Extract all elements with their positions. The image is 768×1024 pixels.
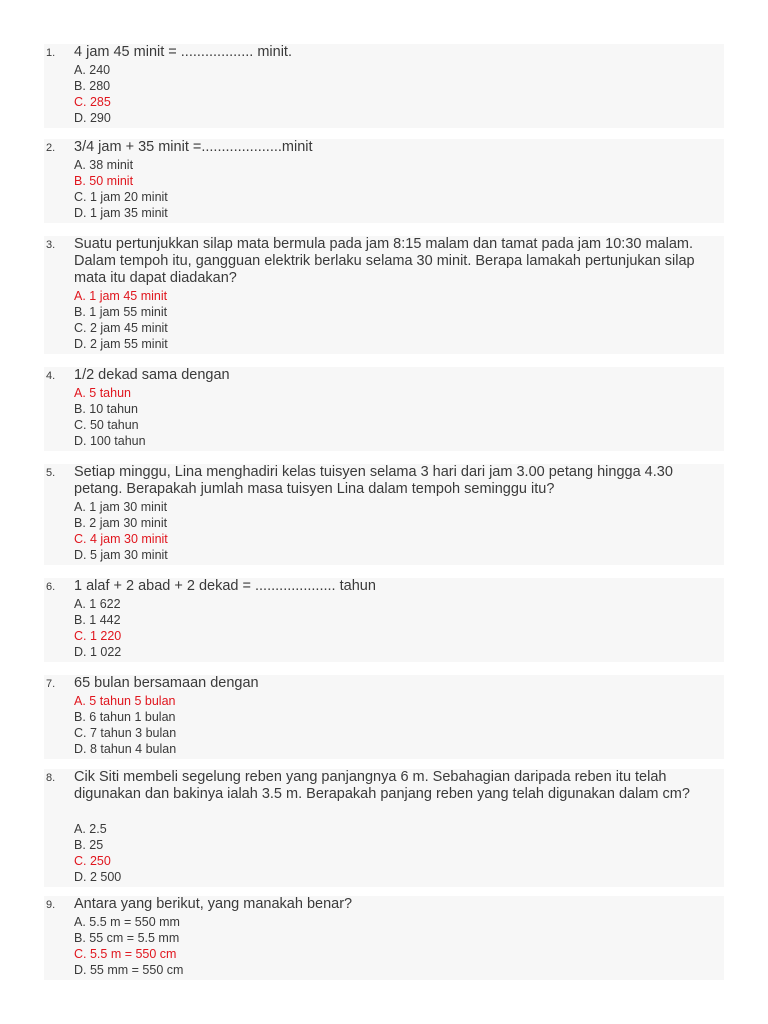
option-c: C. 1 jam 20 minit bbox=[74, 190, 168, 204]
question-8 bbox=[44, 769, 724, 887]
option-a: A. 1 jam 30 minit bbox=[74, 500, 168, 514]
question-number: 4. bbox=[46, 370, 56, 382]
option-c: C. 250 bbox=[74, 854, 111, 868]
question-5 bbox=[44, 464, 724, 565]
question-text: 4 jam 45 minit = .................. minit. bbox=[74, 44, 292, 60]
option-d: D. 1 jam 35 minit bbox=[74, 206, 168, 220]
option-d: D. 1 022 bbox=[74, 645, 122, 659]
option-d: D. 290 bbox=[74, 111, 111, 125]
question-1 bbox=[44, 44, 724, 128]
option-d: D. 5 jam 30 minit bbox=[74, 548, 168, 562]
option-list bbox=[74, 914, 183, 978]
question-number: 6. bbox=[46, 581, 56, 593]
option-d: D. 2 500 bbox=[74, 870, 122, 884]
question-text: 3/4 jam + 35 minit =....................minit bbox=[74, 139, 313, 155]
question-3 bbox=[44, 236, 724, 354]
question-4 bbox=[44, 367, 724, 451]
option-a: A. 38 minit bbox=[74, 158, 134, 172]
option-list bbox=[74, 499, 168, 563]
question-text: 1/2 dekad sama dengan bbox=[74, 367, 230, 383]
option-b: B. 55 cm = 5.5 mm bbox=[74, 931, 180, 945]
option-a: A. 1 622 bbox=[74, 597, 121, 611]
question-number: 8. bbox=[46, 772, 56, 784]
option-list bbox=[74, 62, 111, 126]
option-b: B. 6 tahun 1 bulan bbox=[74, 710, 176, 724]
question-number: 2. bbox=[46, 142, 56, 154]
option-b: B. 25 bbox=[74, 838, 104, 852]
question-text: Cik Siti membeli segelung reben yang panjangnya 6 m. Sebahagian daripada reben itu telah digunakan dan bakinya ialah 3.5 m. Berapakah panjang reben yang telah digunakan dalam cm? bbox=[74, 769, 690, 802]
option-b: B. 50 minit bbox=[74, 174, 134, 188]
option-c: C. 2 jam 45 minit bbox=[74, 321, 168, 335]
question-number: 7. bbox=[46, 678, 56, 690]
question-text: 65 bulan bersamaan dengan bbox=[74, 675, 259, 691]
option-c: C. 7 tahun 3 bulan bbox=[74, 726, 177, 740]
option-b: B. 1 442 bbox=[74, 613, 121, 627]
question-text: 1 alaf + 2 abad + 2 dekad = .................... tahun bbox=[74, 578, 376, 594]
question-2 bbox=[44, 139, 724, 223]
option-c: C. 1 220 bbox=[74, 629, 122, 643]
option-c: C. 285 bbox=[74, 95, 111, 109]
option-a: A. 1 jam 45 minit bbox=[74, 289, 168, 303]
question-6 bbox=[44, 578, 724, 662]
option-b: B. 280 bbox=[74, 79, 111, 93]
question-number: 3. bbox=[46, 239, 56, 251]
option-c: C. 4 jam 30 minit bbox=[74, 532, 168, 546]
option-list bbox=[74, 157, 168, 221]
option-b: B. 2 jam 30 minit bbox=[74, 516, 168, 530]
option-b: B. 10 tahun bbox=[74, 402, 138, 416]
option-a: A. 5.5 m = 550 mm bbox=[74, 915, 180, 929]
option-list bbox=[74, 821, 121, 885]
question-7 bbox=[44, 675, 724, 759]
option-a: A. 240 bbox=[74, 63, 111, 77]
option-b: B. 1 jam 55 minit bbox=[74, 305, 168, 319]
question-text: Setiap minggu, Lina menghadiri kelas tuisyen selama 3 hari dari jam 3.00 petang hingga 4.30 petang. Berapakah jumlah masa tuisyen Lina dalam tempoh seminggu itu? bbox=[74, 464, 673, 497]
question-number: 9. bbox=[46, 899, 56, 911]
option-d: D. 100 tahun bbox=[74, 434, 146, 448]
option-d: D. 55 mm = 550 cm bbox=[74, 963, 184, 977]
option-d: D. 2 jam 55 minit bbox=[74, 337, 168, 351]
option-d: D. 8 tahun 4 bulan bbox=[74, 742, 177, 756]
question-number: 1. bbox=[46, 47, 56, 59]
option-a: A. 5 tahun 5 bulan bbox=[74, 694, 176, 708]
question-text: Antara yang berikut, yang manakah benar? bbox=[74, 896, 353, 912]
question-number: 5. bbox=[46, 467, 56, 479]
option-list bbox=[74, 288, 168, 352]
option-list bbox=[74, 596, 121, 660]
option-a: A. 2.5 bbox=[74, 822, 107, 836]
option-c: C. 5.5 m = 550 cm bbox=[74, 947, 177, 961]
option-a: A. 5 tahun bbox=[74, 386, 131, 400]
option-list bbox=[74, 693, 176, 757]
option-c: C. 50 tahun bbox=[74, 418, 139, 432]
question-9 bbox=[44, 896, 724, 980]
option-list bbox=[74, 385, 146, 449]
question-text: Suatu pertunjukkan silap mata bermula pada jam 8:15 malam dan tamat pada jam 10:30 malam. Dalam tempoh itu, gangguan elektrik berlaku selama 30 minit. Berapa lamakah pertunjukan silap mata itu dapat diadakan? bbox=[74, 236, 695, 286]
